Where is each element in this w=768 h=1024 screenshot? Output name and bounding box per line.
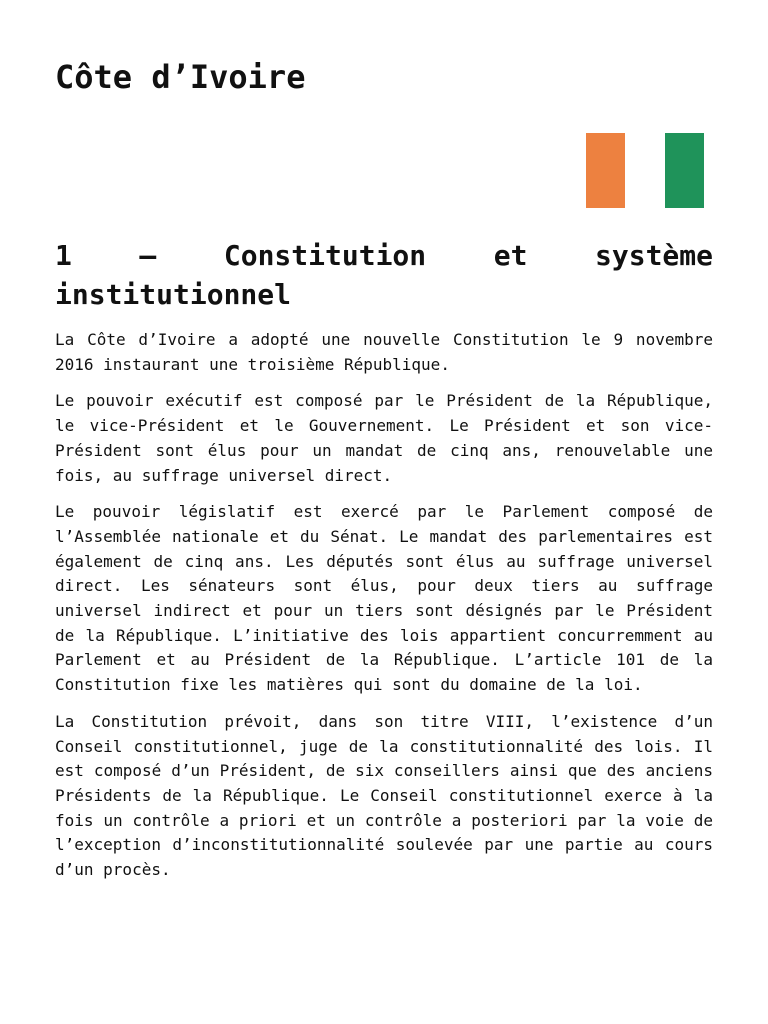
paragraph-constitution: La Côte d’Ivoire a adopté une nouvelle Constitution le 9 novembre 2016 instaurant une troisième République. — [55, 330, 713, 374]
flag-orange-stripe — [586, 133, 625, 208]
page-title: Côte d’Ivoire — [55, 58, 306, 96]
cote-divoire-flag-image — [586, 133, 704, 208]
section-heading: 1 – Constitution et système institutionnel — [55, 239, 713, 311]
paragraph-executive-power: Le pouvoir exécutif est composé par le Président de la République, le vice-Président et le Gouvernement. Le Président et son vice-Président sont élus pour un mandat de cinq ans, renouvelable une fois, au suffrage universel direct. — [55, 391, 713, 485]
flag-white-stripe — [625, 133, 664, 208]
paragraph-constitutional-council: La Constitution prévoit, dans son titre VIII, l’existence d’un Conseil constitutionnel, juge de la constitutionnalité des lois. Il est composé d’un Président, de six conseillers ainsi que des anciens Présidents de la République. Le Conseil constitutionnel exerce à la fois un contrôle a priori et un contrôle a posteriori par la voie de l’exception d’inconstitutionnalité soulevée par une partie au cours d’un procès. — [55, 711, 713, 880]
paragraph-legislative-power: Le pouvoir législatif est exercé par le Parlement composé de l’Assemblée nationale et du Sénat. Le mandat des parlementaires est également de cinq ans. Les députés sont élus au suffrage universel direct. Les sénateurs sont élus, pour deux tiers au suffrage universel indirect et pour un tiers sont désignés par le Président de la République. L’initiative des lois appartient concurremment au Parlement et au Président de la République. L’article 101 de la Constitution fixe les matières qui sont du domaine de la loi. — [55, 502, 713, 695]
section-body — [55, 328, 713, 895]
flag-green-stripe — [665, 133, 704, 208]
